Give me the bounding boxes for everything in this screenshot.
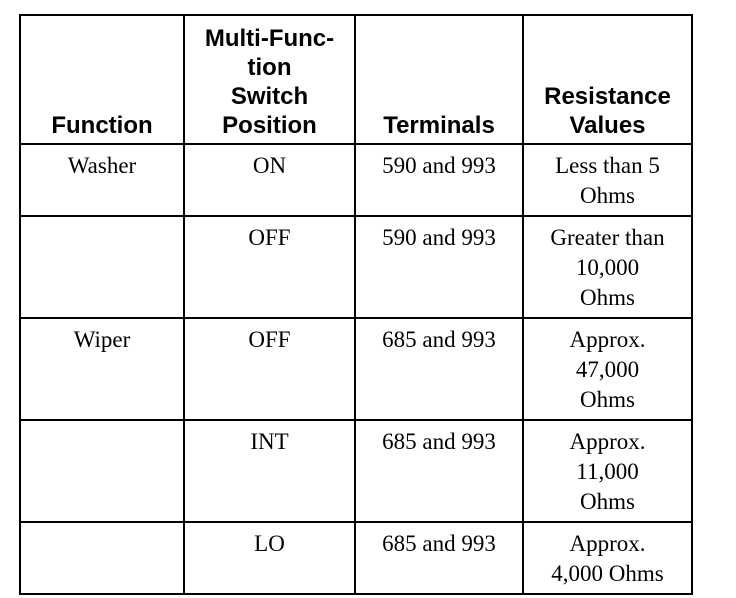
cell-terminals: 685 and 993: [355, 420, 523, 522]
resistance-line: Approx.: [569, 531, 646, 556]
resistance-line: Greater than: [550, 225, 665, 250]
cell-terminals: 590 and 993: [355, 216, 523, 318]
cell-function: Wiper: [20, 318, 184, 420]
cell-position: LO: [184, 522, 355, 594]
resistance-line: Ohms: [580, 489, 635, 514]
header-function-text: Function: [51, 112, 153, 139]
resistance-line: 11,000: [576, 459, 639, 484]
header-position-line: Position: [222, 112, 317, 139]
resistance-line: Ohms: [580, 285, 635, 310]
cell-function: Washer: [20, 144, 184, 216]
header-resistance-values: [523, 15, 692, 144]
header-position-line: tion: [247, 54, 292, 81]
header-terminals: [355, 15, 523, 144]
cell-position: OFF: [184, 318, 355, 420]
header-switch-position: [184, 15, 355, 144]
cell-resistance: [523, 420, 692, 522]
table-row: [20, 216, 692, 318]
resistance-line: Ohms: [580, 387, 635, 412]
header-row: [20, 15, 692, 144]
table-row: [20, 318, 692, 420]
switch-resistance-table: [19, 14, 693, 595]
cell-position: ON: [184, 144, 355, 216]
cell-terminals: 685 and 993: [355, 318, 523, 420]
cell-resistance: [523, 318, 692, 420]
cell-function: [20, 216, 184, 318]
header-function: [20, 15, 184, 144]
header-resistance-line: Values: [569, 112, 646, 139]
cell-position: INT: [184, 420, 355, 522]
table-row: [20, 144, 692, 216]
cell-function: [20, 420, 184, 522]
resistance-line: Less than 5: [555, 153, 660, 178]
cell-resistance: [523, 522, 692, 594]
cell-resistance: [523, 144, 692, 216]
resistance-line: Approx.: [569, 429, 646, 454]
table-row: [20, 522, 692, 594]
table-row: [20, 420, 692, 522]
cell-resistance: [523, 216, 692, 318]
cell-terminals: 685 and 993: [355, 522, 523, 594]
header-terminals-text: Terminals: [383, 112, 495, 139]
header-position-line: Multi-Func-: [204, 25, 335, 52]
resistance-line: 10,000: [575, 255, 640, 280]
resistance-line: 47,000: [575, 357, 640, 382]
resistance-line: Approx.: [569, 327, 646, 352]
cell-terminals: 590 and 993: [355, 144, 523, 216]
header-resistance-line: Resistance: [544, 83, 671, 110]
header-position-line: Switch: [230, 83, 309, 110]
resistance-line: 4,000 Ohms: [551, 561, 664, 586]
cell-position: OFF: [184, 216, 355, 318]
cell-function: [20, 522, 184, 594]
resistance-line: Ohms: [580, 183, 635, 208]
